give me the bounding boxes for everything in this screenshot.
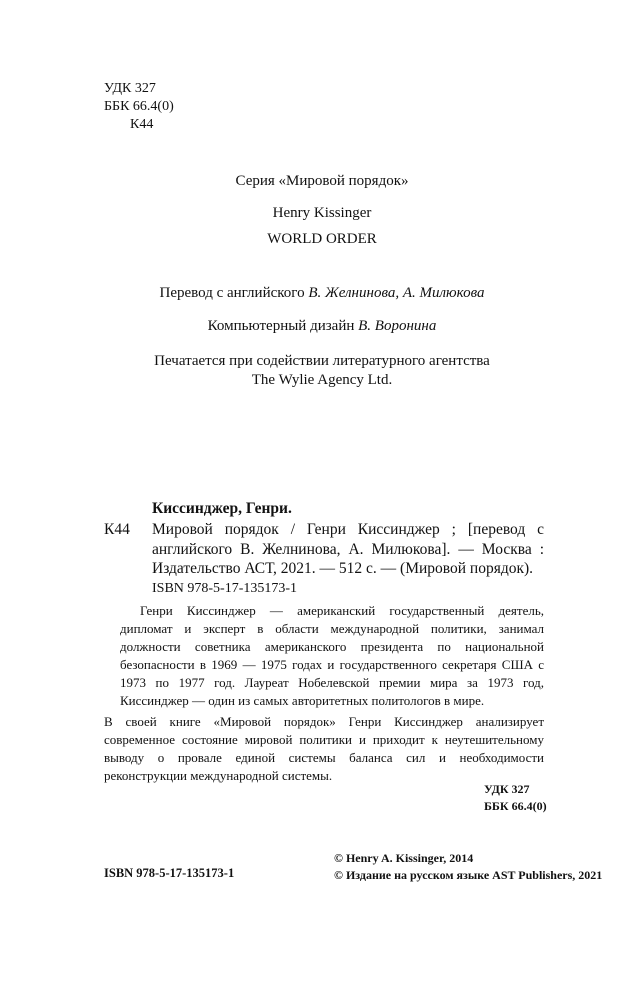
catalog-isbn: ISBN 978-5-17-135173-1 [152, 581, 298, 596]
agency-line-1: Печатается при содействии литературного агентства [154, 353, 490, 369]
classification-block [104, 80, 174, 134]
original-author: Henry Kissinger [272, 205, 372, 221]
translation-prefix: Перевод с английского [159, 285, 305, 301]
footer-classification [484, 781, 547, 815]
design-prefix: Компьютерный дизайн [207, 318, 355, 334]
design-credit [0, 318, 644, 335]
series-title: Серия «Мировой порядок» [235, 173, 409, 189]
original-title: WORLD ORDER [267, 231, 377, 247]
footer-bbk: ББК 66.4(0) [484, 799, 547, 813]
translators: В. Желнинова, А. Милюкова [308, 285, 485, 301]
catalog-body: Мировой порядок / Генри Киссинджер ; [перевод с английского В. Желнинова, А. Милюкова]. — Москва : Издательство АСТ, 2021. — 512 с. — (Мировой порядок). [152, 521, 544, 577]
catalog-mark: К44 [104, 521, 130, 538]
copyright-block [334, 850, 602, 884]
designer: В. Воронина [358, 318, 437, 334]
annotation-paragraph-2: В своей книге «Мировой порядок» Генри Киссинджер анализирует современное состояние мировой политики и приходит к неутешительному выводу о провале единой системы баланса сил и необходимости реконструкции международной системы. [104, 714, 544, 783]
agency-line-2: The Wylie Agency Ltd. [251, 372, 393, 388]
agency-credit [0, 352, 644, 390]
udk-code: УДК 327 [104, 81, 156, 96]
copyright-original: © Henry A. Kissinger, 2014 [334, 851, 474, 865]
bottom-isbn: ISBN 978-5-17-135173-1 [104, 866, 235, 880]
annotation-paragraph-1: Генри Киссинджер — американский государственный деятель, дипломат и эксперт в области международной политики, занимал должности советника американского президента по национальной безопасности в 1969 — 1975 годах и государственного секретаря США с 1973 по 1977 год. Лауреат Нобелевской премии мира за 1973 год, Киссинджер — один из самых авторитетных политологов в мире. [120, 603, 544, 708]
translation-credit [0, 285, 644, 302]
catalog-author-heading: Киссинджер, Генри. [152, 500, 292, 517]
footer-udk: УДК 327 [484, 782, 530, 796]
bbk-code: ББК 66.4(0) [104, 99, 174, 114]
copyright-russian: © Издание на русском языке AST Publishers, 2021 [334, 868, 603, 882]
author-mark: К44 [130, 117, 154, 132]
